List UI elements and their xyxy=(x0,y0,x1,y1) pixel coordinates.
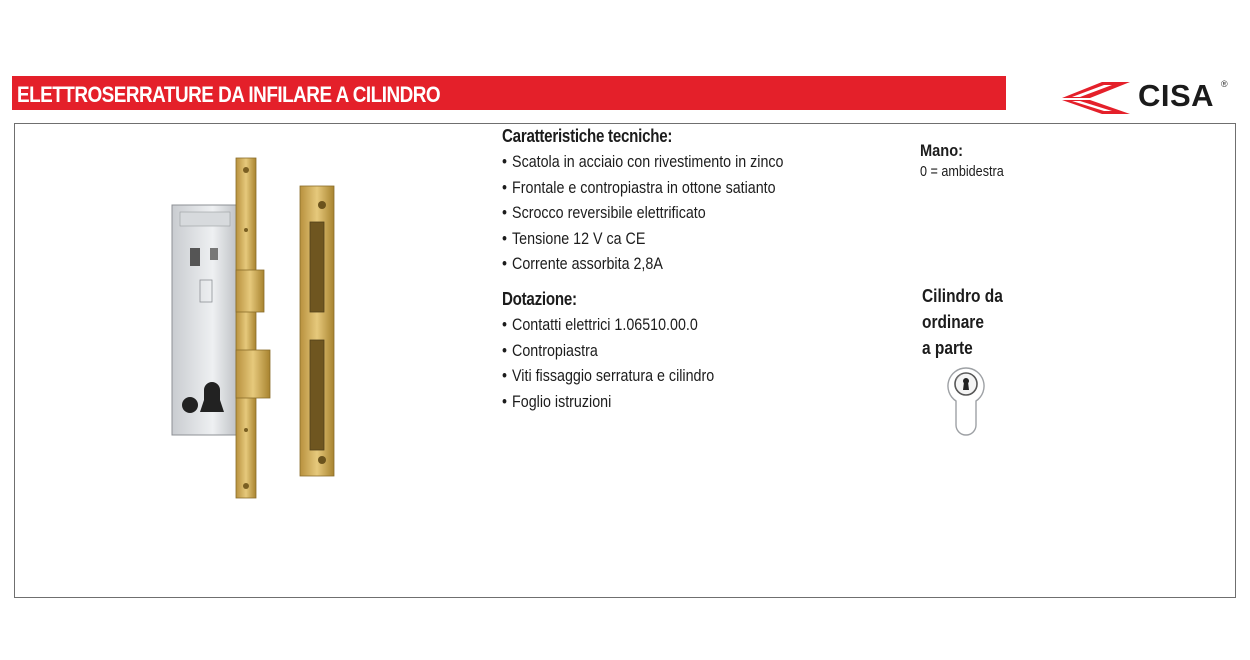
euro-cylinder-icon xyxy=(944,366,988,440)
cylinder-note-line: a parte xyxy=(922,338,973,358)
list-item: • Frontale e contropiastra in ottone satianto xyxy=(502,175,804,201)
list-item: • Corrente assorbita 2,8A xyxy=(502,251,804,277)
page-title: ELETTROSERRATURE DA INFILARE A CILINDRO xyxy=(17,82,441,107)
registered-mark: ® xyxy=(1221,79,1228,89)
cisa-chevron-logo-icon xyxy=(1060,76,1132,116)
cylinder-note xyxy=(922,283,1016,361)
list-item: • Scatola in acciaio con rivestimento in zinco xyxy=(502,149,804,175)
list-item: • Scrocco reversibile elettrificato xyxy=(502,200,804,226)
equipment-title: Dotazione: xyxy=(502,288,577,309)
hand-value: 0 = ambidestra xyxy=(920,163,1004,180)
header-bar xyxy=(12,76,1006,110)
equipment-list xyxy=(502,312,862,414)
list-item: • Viti fissaggio serratura e cilindro xyxy=(502,363,804,389)
specs-panel xyxy=(502,126,862,422)
specs-list xyxy=(502,149,862,277)
mortise-lock-image-icon xyxy=(160,150,350,500)
brand-name: CISA xyxy=(1138,78,1215,113)
specs-title: Caratteristiche tecniche: xyxy=(502,126,673,146)
brand-logo xyxy=(1060,76,1232,116)
list-item: • Contropiastra xyxy=(502,338,804,364)
cylinder-note-line: Cilindro da xyxy=(922,286,1003,306)
cylinder-note-line: ordinare xyxy=(922,312,984,332)
list-item: • Foglio istruzioni xyxy=(502,389,804,415)
hand-title: Mano: xyxy=(920,141,964,160)
list-item: • Contatti elettrici 1.06510.00.0 xyxy=(502,312,804,338)
list-item: • Tensione 12 V ca CE xyxy=(502,226,804,252)
hand-info xyxy=(920,141,1020,180)
